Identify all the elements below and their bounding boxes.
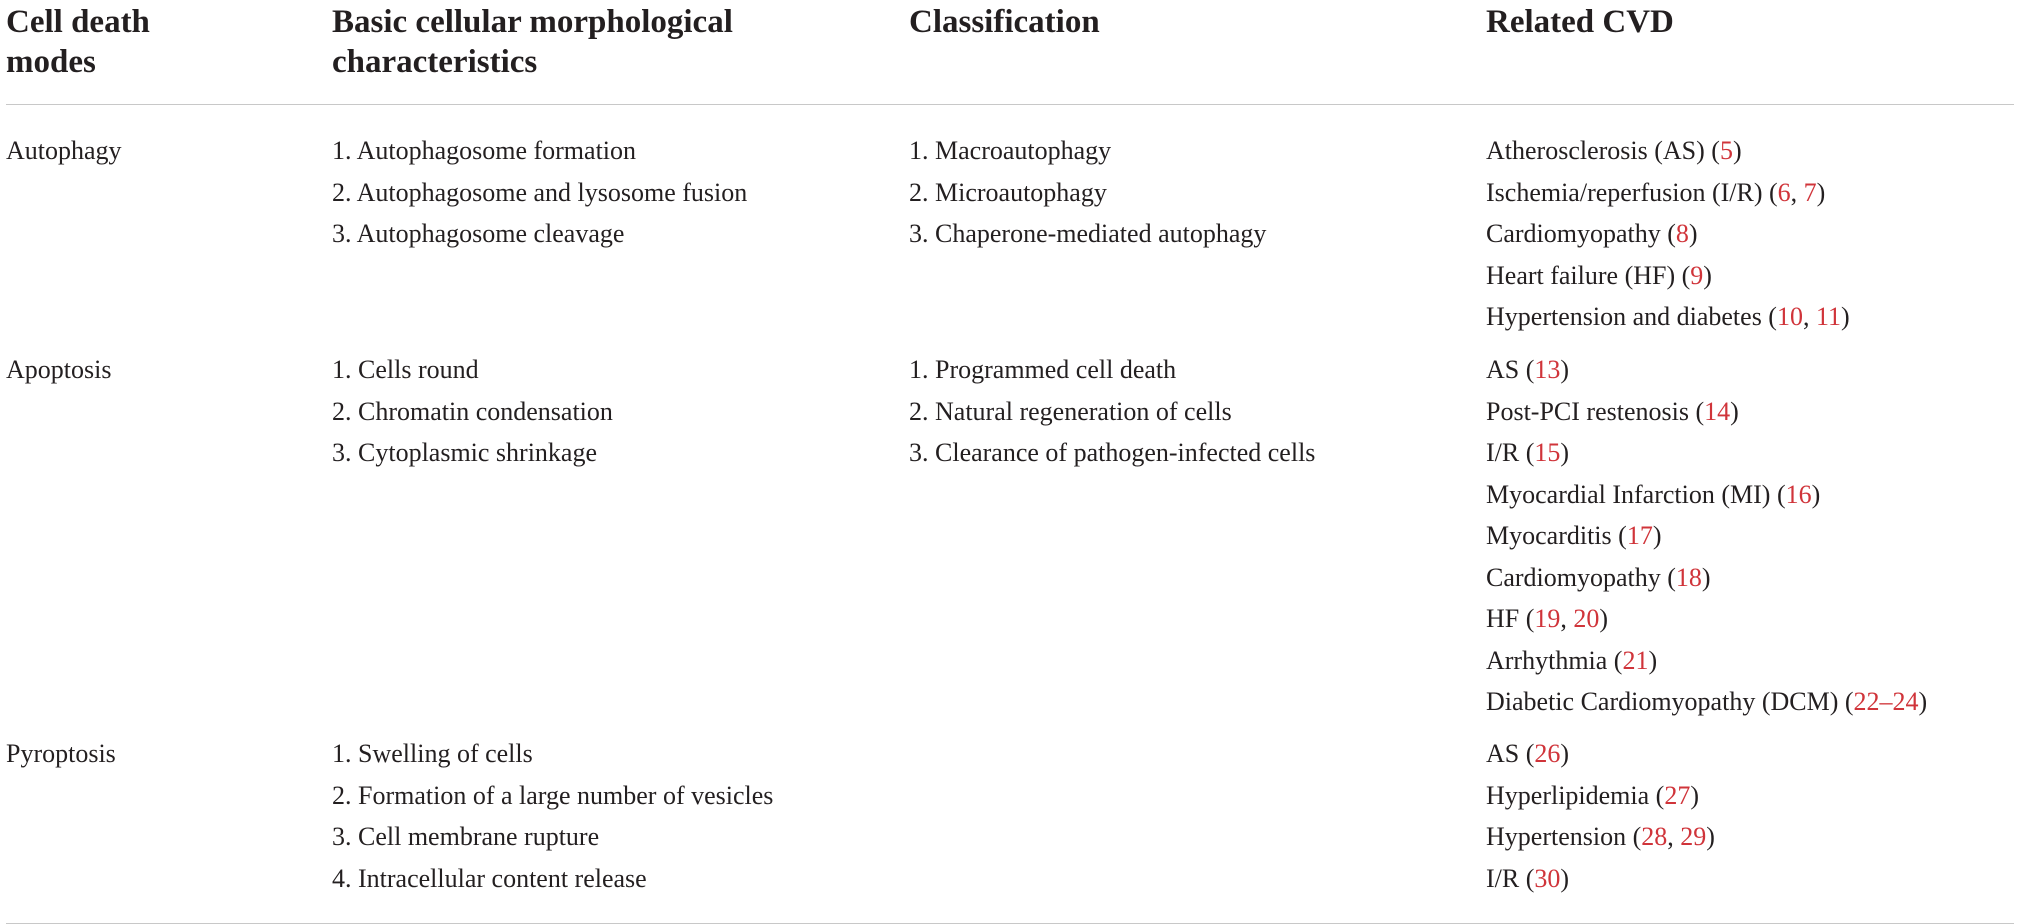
reference-link[interactable]: 5 bbox=[1719, 136, 1733, 165]
cvd-close-paren: ) bbox=[1811, 479, 1821, 509]
reference-link[interactable]: 27 bbox=[1664, 780, 1691, 810]
characteristic-item: 1. Cells round bbox=[332, 355, 479, 384]
reference-link[interactable]: 21 bbox=[1622, 645, 1649, 675]
reference-link[interactable]: 15 bbox=[1534, 438, 1561, 467]
header-text: Classification bbox=[909, 4, 1100, 40]
cvd-name: Heart failure (HF) ( bbox=[1486, 260, 1691, 290]
cvd-item bbox=[1486, 733, 2014, 775]
cvd-name: HF ( bbox=[1486, 604, 1535, 633]
cvd-close-paren: ) bbox=[1560, 438, 1570, 467]
mode-text: Pyroptosis bbox=[6, 739, 116, 768]
cvd-item bbox=[1486, 391, 2014, 433]
cvd-item bbox=[1486, 515, 2014, 557]
header-text: Basic cellular morphological bbox=[332, 4, 733, 40]
reference-link[interactable]: 16 bbox=[1785, 479, 1812, 509]
cvd-close-paren: ) bbox=[1703, 260, 1712, 290]
cvd-name: Cardiomyopathy ( bbox=[1486, 219, 1676, 248]
table-header bbox=[6, 0, 2014, 105]
cell-death-mode bbox=[6, 349, 326, 391]
characteristic-item: 2. Formation of a large number of vesicles bbox=[332, 780, 774, 810]
cvd-close-paren: ) bbox=[1918, 687, 1928, 716]
cvd-name: Atherosclerosis (AS) ( bbox=[1486, 136, 1720, 165]
cvd-close-paren: ) bbox=[1648, 645, 1658, 675]
header-text: characteristics bbox=[332, 44, 538, 80]
cvd-item bbox=[1486, 213, 2014, 255]
cvd-item bbox=[1486, 681, 2014, 723]
characteristic-item: 3. Cytoplasmic shrinkage bbox=[332, 438, 598, 467]
morphological-characteristics bbox=[332, 733, 902, 899]
characteristic-item: 2. Autophagosome and lysosome fusion bbox=[332, 177, 748, 207]
cvd-item: Hypertension and diabetes (10, 11) bbox=[1486, 302, 1850, 331]
cvd-item bbox=[1486, 775, 2014, 817]
reference-link[interactable]: 9 bbox=[1690, 260, 1704, 290]
reference-link[interactable]: 6 bbox=[1777, 177, 1791, 207]
cvd-name: Diabetic Cardiomyopathy (DCM) ( bbox=[1486, 687, 1854, 716]
classification-item: 1. Macroautophagy bbox=[909, 136, 1112, 165]
reference-link[interactable]: 19 bbox=[1534, 604, 1561, 633]
cvd-name: I/R ( bbox=[1486, 863, 1535, 893]
cvd-name: Myocardial Infarction (MI) ( bbox=[1486, 479, 1786, 509]
header-text: Cell death bbox=[6, 4, 150, 40]
classification-item: 1. Programmed cell death bbox=[909, 355, 1177, 384]
header-cell-death-modes bbox=[6, 2, 326, 82]
table-row bbox=[6, 733, 2014, 924]
reference-link[interactable]: 26 bbox=[1534, 739, 1561, 768]
reference-link[interactable]: 14 bbox=[1704, 396, 1731, 426]
cvd-name: Hyperlipidemia ( bbox=[1486, 780, 1665, 810]
cell-death-mode bbox=[6, 733, 326, 775]
cvd-close-paren: ) bbox=[1732, 136, 1742, 165]
header-text: Related CVD bbox=[1486, 4, 1674, 40]
table-row bbox=[6, 130, 2014, 349]
characteristic-item: 1. Swelling of cells bbox=[332, 739, 533, 768]
header-classification bbox=[909, 2, 1479, 42]
cvd-item bbox=[1486, 349, 2014, 391]
cvd-close-paren: ) bbox=[1816, 177, 1826, 207]
cvd-close-paren: ) bbox=[1690, 780, 1700, 810]
characteristic-item: 2. Chromatin condensation bbox=[332, 396, 613, 426]
classification-item: 3. Clearance of pathogen-infected cells bbox=[909, 438, 1316, 467]
cvd-item bbox=[1486, 640, 2014, 682]
cvd-item: Hypertension (28, 29) bbox=[1486, 822, 1715, 851]
cvd-close-paren: ) bbox=[1701, 562, 1711, 592]
related-cvd bbox=[1486, 349, 2014, 723]
classification-item: 2. Microautophagy bbox=[909, 177, 1107, 207]
cvd-close-paren: ) bbox=[1599, 604, 1609, 633]
reference-link[interactable]: 29 bbox=[1680, 822, 1707, 851]
mode-text: Apoptosis bbox=[6, 355, 112, 384]
cvd-name: Hypertension ( bbox=[1486, 822, 1642, 851]
cvd-close-paren: ) bbox=[1560, 863, 1570, 893]
reference-link[interactable]: 10 bbox=[1776, 302, 1803, 331]
reference-link[interactable]: 22–24 bbox=[1853, 687, 1919, 716]
cvd-item bbox=[1486, 130, 2014, 172]
classification-item: 2. Natural regeneration of cells bbox=[909, 396, 1232, 426]
morphological-characteristics bbox=[332, 349, 902, 474]
cvd-name: Ischemia/reperfusion (I/R) ( bbox=[1486, 177, 1778, 207]
cvd-close-paren: ) bbox=[1730, 396, 1739, 426]
cvd-item bbox=[1486, 255, 2014, 297]
classification bbox=[909, 130, 1479, 255]
related-cvd bbox=[1486, 733, 2014, 899]
cvd-name: Hypertension and diabetes ( bbox=[1486, 302, 1777, 331]
header-related-cvd bbox=[1486, 2, 2014, 42]
characteristic-item: 4. Intracellular content release bbox=[332, 863, 647, 893]
characteristic-item: 3. Cell membrane rupture bbox=[332, 822, 600, 851]
cvd-close-paren: ) bbox=[1560, 355, 1570, 384]
morphological-characteristics bbox=[332, 130, 902, 255]
characteristic-item: 3. Autophagosome cleavage bbox=[332, 219, 625, 248]
classification bbox=[909, 349, 1479, 474]
reference-link[interactable]: 11 bbox=[1815, 302, 1842, 331]
cvd-item bbox=[1486, 557, 2014, 599]
related-cvd bbox=[1486, 130, 2014, 338]
cvd-close-paren: ) bbox=[1560, 739, 1570, 768]
reference-link[interactable]: 8 bbox=[1675, 219, 1689, 248]
reference-link[interactable]: 13 bbox=[1534, 355, 1561, 384]
table-row bbox=[6, 349, 2014, 733]
cvd-item: HF (19, 20) bbox=[1486, 604, 1609, 633]
cvd-name: AS ( bbox=[1486, 739, 1535, 768]
cvd-close-paren: ) bbox=[1652, 521, 1662, 550]
header-text: modes bbox=[6, 44, 96, 80]
reference-link[interactable]: 20 bbox=[1573, 604, 1600, 633]
cvd-item bbox=[1486, 858, 2014, 900]
reference-link[interactable]: 17 bbox=[1626, 521, 1653, 550]
reference-link[interactable]: 28 bbox=[1641, 822, 1668, 851]
cvd-item bbox=[1486, 474, 2014, 516]
cvd-name: Post-PCI restenosis ( bbox=[1486, 396, 1705, 426]
header-morphological-characteristics bbox=[332, 2, 902, 82]
cell-death-table bbox=[6, 0, 2014, 893]
cell-death-mode bbox=[6, 130, 326, 172]
mode-text: Autophagy bbox=[6, 136, 122, 165]
cvd-close-paren: ) bbox=[1688, 219, 1698, 248]
cvd-close-paren: ) bbox=[1706, 822, 1715, 851]
cvd-name: Arrhythmia ( bbox=[1486, 645, 1623, 675]
cvd-item bbox=[1486, 432, 2014, 474]
cvd-name: Myocarditis ( bbox=[1486, 521, 1627, 550]
cvd-name: I/R ( bbox=[1486, 438, 1535, 467]
cvd-item: Ischemia/reperfusion (I/R) (6, 7) bbox=[1486, 177, 1826, 207]
reference-link[interactable]: 18 bbox=[1675, 562, 1702, 592]
reference-link[interactable]: 30 bbox=[1534, 863, 1561, 893]
reference-link[interactable]: 7 bbox=[1803, 177, 1817, 207]
classification-item: 3. Chaperone-mediated autophagy bbox=[909, 219, 1267, 248]
cvd-name: Cardiomyopathy ( bbox=[1486, 562, 1676, 592]
cvd-name: AS ( bbox=[1486, 355, 1535, 384]
cvd-close-paren: ) bbox=[1841, 302, 1850, 331]
characteristic-item: 1. Autophagosome formation bbox=[332, 136, 637, 165]
